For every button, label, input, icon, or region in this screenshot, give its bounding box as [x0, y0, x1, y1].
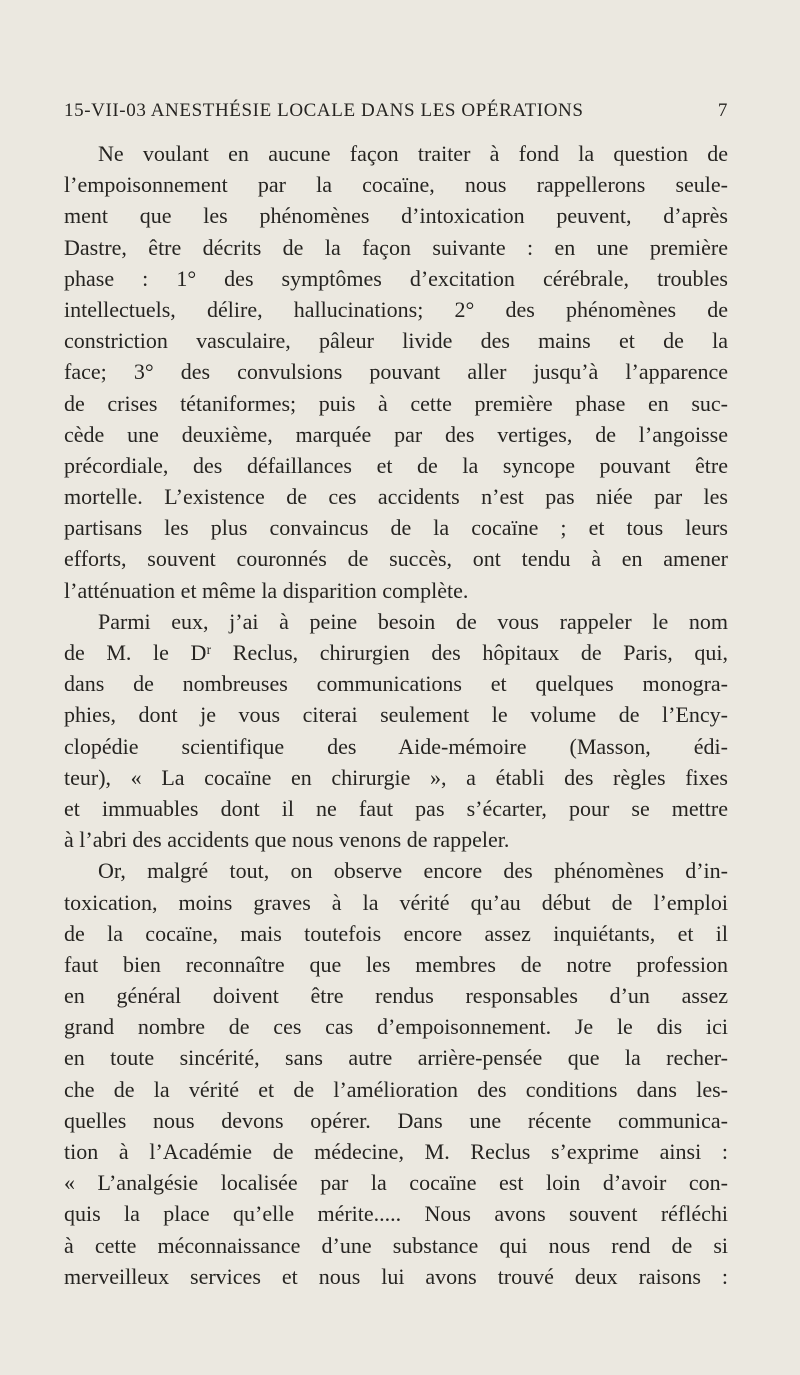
- text-line: face; 3° des convulsions pouvant aller jusqu’à l’apparence: [64, 359, 728, 385]
- text-line: de la cocaïne, mais toutefois encore assez inquiétants, et il: [64, 920, 728, 946]
- text-line: précordiale, des défaillances et de la syncope pouvant être: [64, 452, 728, 478]
- text-line: cède une deuxième, marquée par des vertiges, de l’angoisse: [64, 421, 728, 447]
- text-line: faut bien reconnaître que les membres de notre profession: [64, 951, 728, 977]
- text-line: de M. le Dʳ Reclus, chirurgien des hôpitaux de Paris, qui,: [64, 640, 728, 665]
- body-text: [64, 138, 728, 1292]
- text-line: à cette méconnaissance d’une substance qui nous rend de si: [64, 1232, 728, 1258]
- text-line: quis la place qu’elle mérite..... Nous avons souvent réfléchi: [64, 1201, 728, 1227]
- text-line: constriction vasculaire, pâleur livide des mains et de la: [64, 328, 728, 354]
- text-line: à l’abri des accidents que nous venons de rappeler.: [64, 827, 510, 853]
- text-line: en général doivent être rendus responsables d’un assez: [64, 983, 728, 1009]
- running-header-title: 15-VII-03 ANESTHÉSIE LOCALE DANS LES OPÉRATIONS: [64, 100, 584, 121]
- text-line: Ne voulant en aucune façon traiter à fond la question de: [98, 141, 728, 166]
- text-line: tion à l’Académie de médecine, M. Reclus s’exprime ainsi :: [64, 1139, 728, 1164]
- text-line: et immuables dont il ne faut pas s’écarter, pour se mettre: [64, 795, 728, 821]
- text-line: mortelle. L’existence de ces accidents n’est pas niée par les: [64, 484, 728, 510]
- text-line: Parmi eux, j’ai à peine besoin de vous rappeler le nom: [98, 608, 728, 634]
- text-line: intellectuels, délire, hallucinations; 2° des phénomènes de: [64, 296, 728, 322]
- text-line: quelles nous devons opérer. Dans une récente communica-: [64, 1107, 728, 1133]
- page-number: 7: [717, 100, 728, 121]
- text-line: « L’analgésie localisée par la cocaïne est loin d’avoir con-: [64, 1170, 728, 1196]
- text-line: grand nombre de ces cas d’empoisonnement. Je le dis ici: [64, 1014, 728, 1040]
- text-line: merveilleux services et nous lui avons trouvé deux raisons :: [64, 1263, 728, 1289]
- text-line: Or, malgré tout, on observe encore des phénomènes d’in-: [98, 858, 728, 884]
- text-line: clopédie scientifique des Aide-mémoire (Masson, édi-: [64, 733, 728, 759]
- text-line: ment que les phénomènes d’intoxication peuvent, d’après: [64, 203, 728, 229]
- text-line: partisans les plus convaincus de la cocaïne ; et tous leurs: [64, 515, 728, 541]
- text-line: Dastre, être décrits de la façon suivante : en une première: [64, 234, 728, 260]
- running-header: [64, 100, 728, 130]
- text-line: phase : 1° des symptômes d’excitation cérébrale, troubles: [64, 265, 728, 291]
- text-line: l’empoisonnement par la cocaïne, nous rappellerons seule-: [64, 172, 728, 198]
- text-line: che de la vérité et de l’amélioration des conditions dans les-: [64, 1076, 728, 1102]
- text-line: dans de nombreuses communications et quelques monogra-: [64, 671, 728, 697]
- text-line: toxication, moins graves à la vérité qu’au début de l’emploi: [64, 889, 728, 915]
- text-line: de crises tétaniformes; puis à cette première phase en suc-: [64, 390, 728, 416]
- text-line: teur), « La cocaïne en chirurgie », a établi des règles fixes: [64, 764, 728, 790]
- text-line: efforts, souvent couronnés de succès, ont tendu à en amener: [64, 546, 728, 572]
- text-line: en toute sincérité, sans autre arrière-pensée que la recher-: [64, 1045, 728, 1071]
- text-line: l’atténuation et même la disparition complète.: [64, 577, 469, 603]
- text-line: phies, dont je vous citerai seulement le volume de l’Ency-: [64, 702, 728, 728]
